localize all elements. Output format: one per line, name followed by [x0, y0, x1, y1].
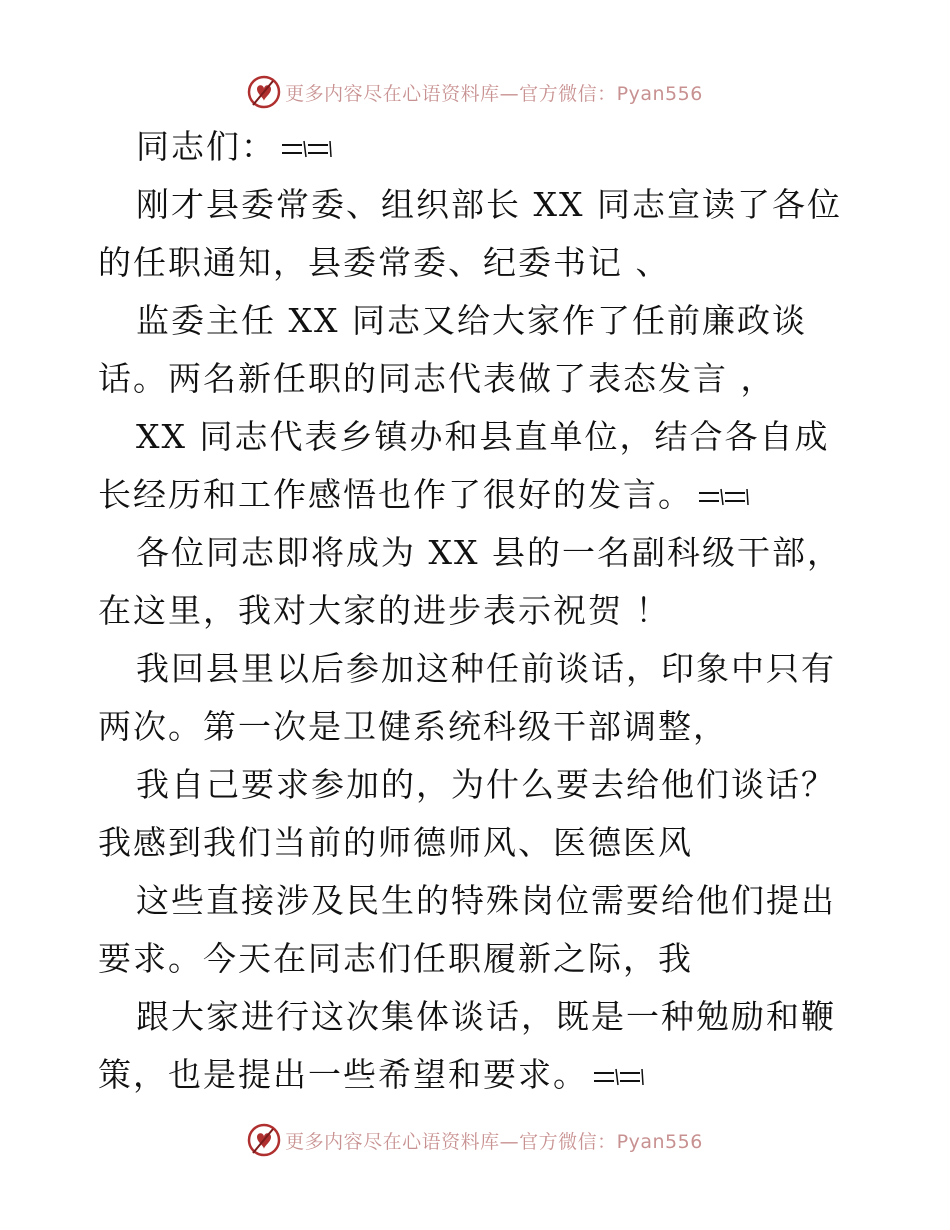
- header-banner: [0, 72, 950, 112]
- paragraph-text: 刚才县委常委、组织部长 XX 同志宣读了各位的任职通知，县委常委、纪委书记 、: [98, 185, 842, 282]
- paragraph: [98, 988, 858, 1104]
- footer-banner: [0, 1120, 950, 1160]
- paragraph-text: 这些直接涉及民生的特殊岗位需要给他们提出要求。今天在同志们任职履新之际，我: [98, 881, 836, 978]
- paragraph: [98, 524, 858, 640]
- paragraph: [98, 408, 858, 524]
- paragraph: [98, 118, 858, 176]
- paragraph-text: 跟大家进行这次集体谈话，既是一种勉励和鞭策，也是提出一些希望和要求。: [98, 997, 836, 1094]
- document-body: [98, 118, 858, 1104]
- paragraph: [98, 292, 858, 408]
- heart-quill-logo-icon: [247, 75, 281, 109]
- double-equal-mark-icon: [280, 139, 332, 159]
- heart-quill-logo-icon: [247, 1123, 281, 1157]
- paragraph: [98, 640, 858, 756]
- paragraph-text: 同志们：: [136, 127, 276, 166]
- paragraph-text: 我回县里以后参加这种任前谈话，印象中只有两次。第一次是卫健系统科级干部调整，: [98, 649, 836, 746]
- paragraph: [98, 872, 858, 988]
- paragraph-text: 我自己要求参加的，为什么要去给他们谈话？我感到我们当前的师德师风、医德医风: [98, 765, 836, 862]
- paragraph: [98, 176, 858, 292]
- paragraph: [98, 756, 858, 872]
- header-banner-text: 更多内容尽在心语资料库—官方微信：Pyan556: [285, 82, 703, 105]
- double-equal-mark-icon: [592, 1067, 644, 1087]
- footer-banner-text: 更多内容尽在心语资料库—官方微信：Pyan556: [285, 1130, 703, 1153]
- double-equal-mark-icon: [697, 487, 749, 507]
- paragraph-text: XX 同志代表乡镇办和县直单位，结合各自成长经历和工作感悟也作了很好的发言。: [98, 417, 830, 514]
- paragraph-text: 监委主任 XX 同志又给大家作了任前廉政谈话。两名新任职的同志代表做了表态发言 ，: [98, 301, 807, 398]
- paragraph-text: 各位同志即将成为 XX 县的一名副科级干部，在这里，我对大家的进步表示祝贺 ！: [98, 533, 842, 630]
